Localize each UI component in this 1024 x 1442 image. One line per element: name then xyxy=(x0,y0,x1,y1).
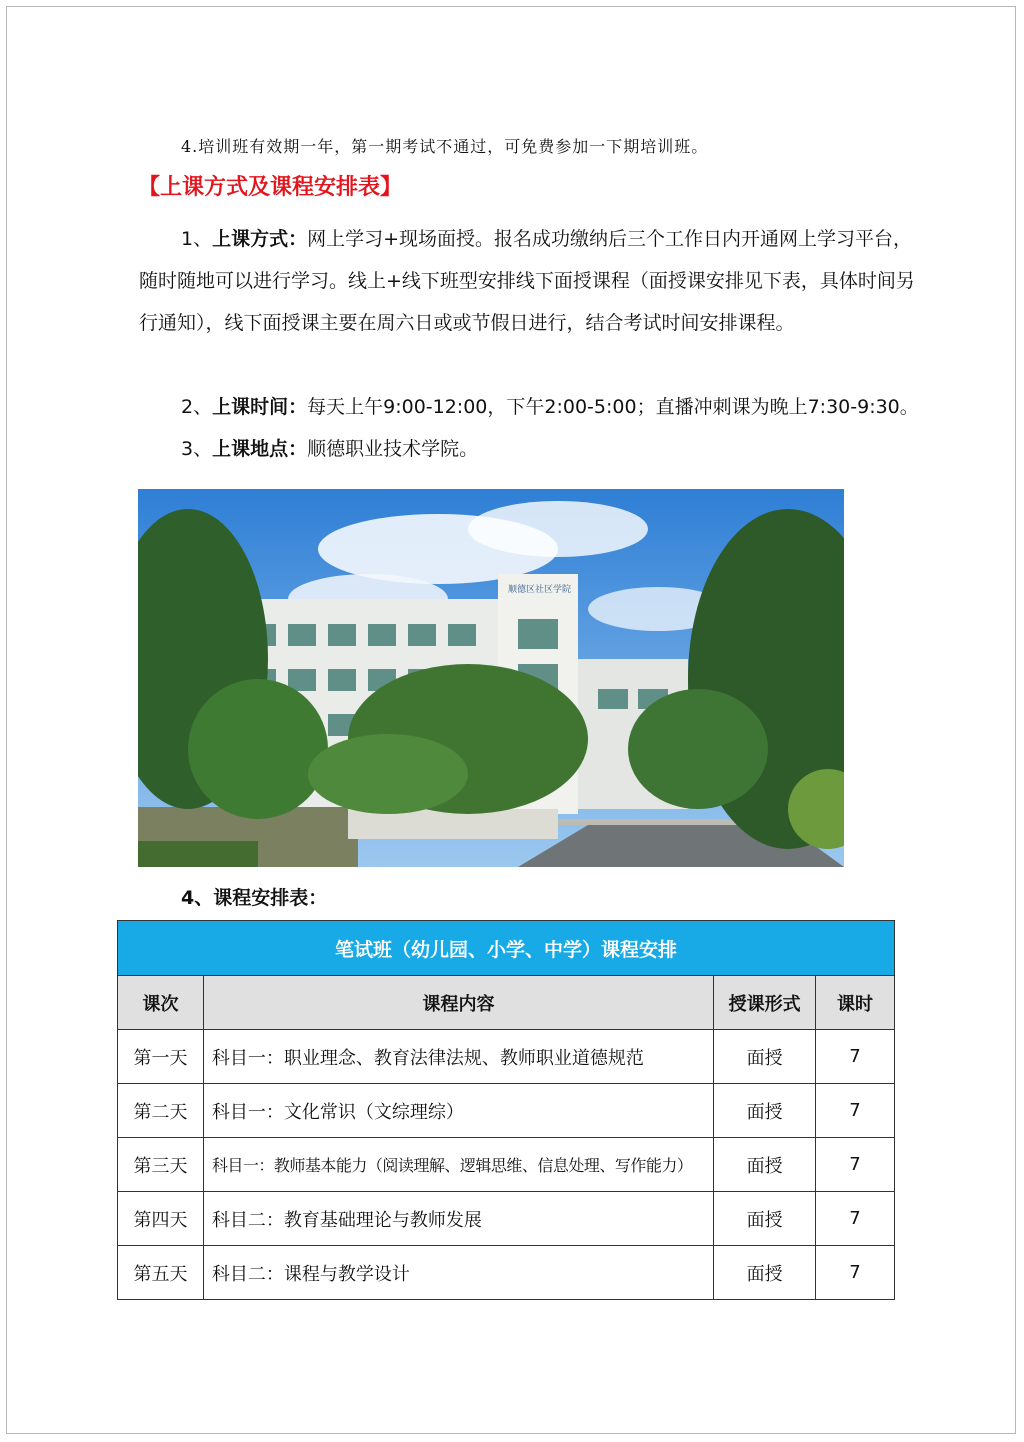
row-content: 科目二：课程与教学设计 xyxy=(203,1246,713,1300)
table-title: 笔试班（幼儿园、小学、中学）课程安排 xyxy=(118,921,895,976)
method-number: 1、 xyxy=(181,228,213,250)
building-sign: 顺德区社区学院 xyxy=(508,585,572,595)
table-row xyxy=(118,1246,895,1300)
schedule-number: 4、 xyxy=(181,887,214,909)
header-form: 授课形式 xyxy=(714,976,816,1030)
validity-note: 4.培训班有效期一年，第一期考试不通过，可免费参加一下期培训班。 xyxy=(181,137,709,156)
schedule-heading xyxy=(181,883,327,910)
method-label: 上课方式： xyxy=(212,228,308,250)
header-content: 课程内容 xyxy=(203,976,713,1030)
method-paragraph xyxy=(139,218,919,344)
table-row xyxy=(118,1030,895,1084)
time-paragraph xyxy=(139,386,919,428)
table-row xyxy=(118,1084,895,1138)
row-form: 面授 xyxy=(714,1030,816,1084)
row-content: 科目一：文化常识（文综理综） xyxy=(203,1084,713,1138)
time-number: 2、 xyxy=(181,396,213,418)
table-header-row xyxy=(118,976,895,1030)
row-hours: 7 xyxy=(816,1192,895,1246)
table-title-row xyxy=(118,921,895,976)
row-day: 第四天 xyxy=(118,1192,204,1246)
row-hours: 7 xyxy=(816,1030,895,1084)
row-form: 面授 xyxy=(714,1084,816,1138)
row-form: 面授 xyxy=(714,1246,816,1300)
campus-photo xyxy=(138,489,844,867)
section-title: 【上课方式及课程安排表】 xyxy=(138,175,403,200)
row-content: 科目一：教师基本能力（阅读理解、逻辑思维、信息处理、写作能力） xyxy=(203,1138,713,1192)
place-number: 3、 xyxy=(181,438,213,460)
row-content: 科目一：职业理念、教育法律法规、教师职业道德规范 xyxy=(203,1030,713,1084)
header-session: 课次 xyxy=(118,976,204,1030)
row-content: 科目二：教育基础理论与教师发展 xyxy=(203,1192,713,1246)
table-row xyxy=(118,1138,895,1192)
row-day: 第一天 xyxy=(118,1030,204,1084)
row-hours: 7 xyxy=(816,1138,895,1192)
schedule-table xyxy=(117,920,895,1300)
row-day: 第三天 xyxy=(118,1138,204,1192)
row-day: 第五天 xyxy=(118,1246,204,1300)
method-text: 网上学习+现场面授。报名成功缴纳后三个工作日内开通网上学习平台，随时随地可以进行学习。线上+线下班型安排线下面授课程（面授课安排见下表，具体时间另行通知），线下面授课主要在周六日或或节假日进行，结合考试时间安排课程。 xyxy=(139,228,915,334)
row-day: 第二天 xyxy=(118,1084,204,1138)
place-paragraph xyxy=(139,428,919,470)
row-hours: 7 xyxy=(816,1084,895,1138)
row-form: 面授 xyxy=(714,1192,816,1246)
time-label: 上课时间： xyxy=(212,396,308,418)
schedule-label: 课程安排表： xyxy=(213,887,328,909)
time-text: 每天上午9:00-12:00，下午2:00-5:00；直播冲刺课为晚上7:30-9:30。 xyxy=(307,396,919,418)
place-text: 顺德职业技术学院。 xyxy=(307,438,479,460)
header-hours: 课时 xyxy=(816,976,895,1030)
table-row xyxy=(118,1192,895,1246)
row-form: 面授 xyxy=(714,1138,816,1192)
place-label: 上课地点： xyxy=(212,438,308,460)
row-hours: 7 xyxy=(816,1246,895,1300)
